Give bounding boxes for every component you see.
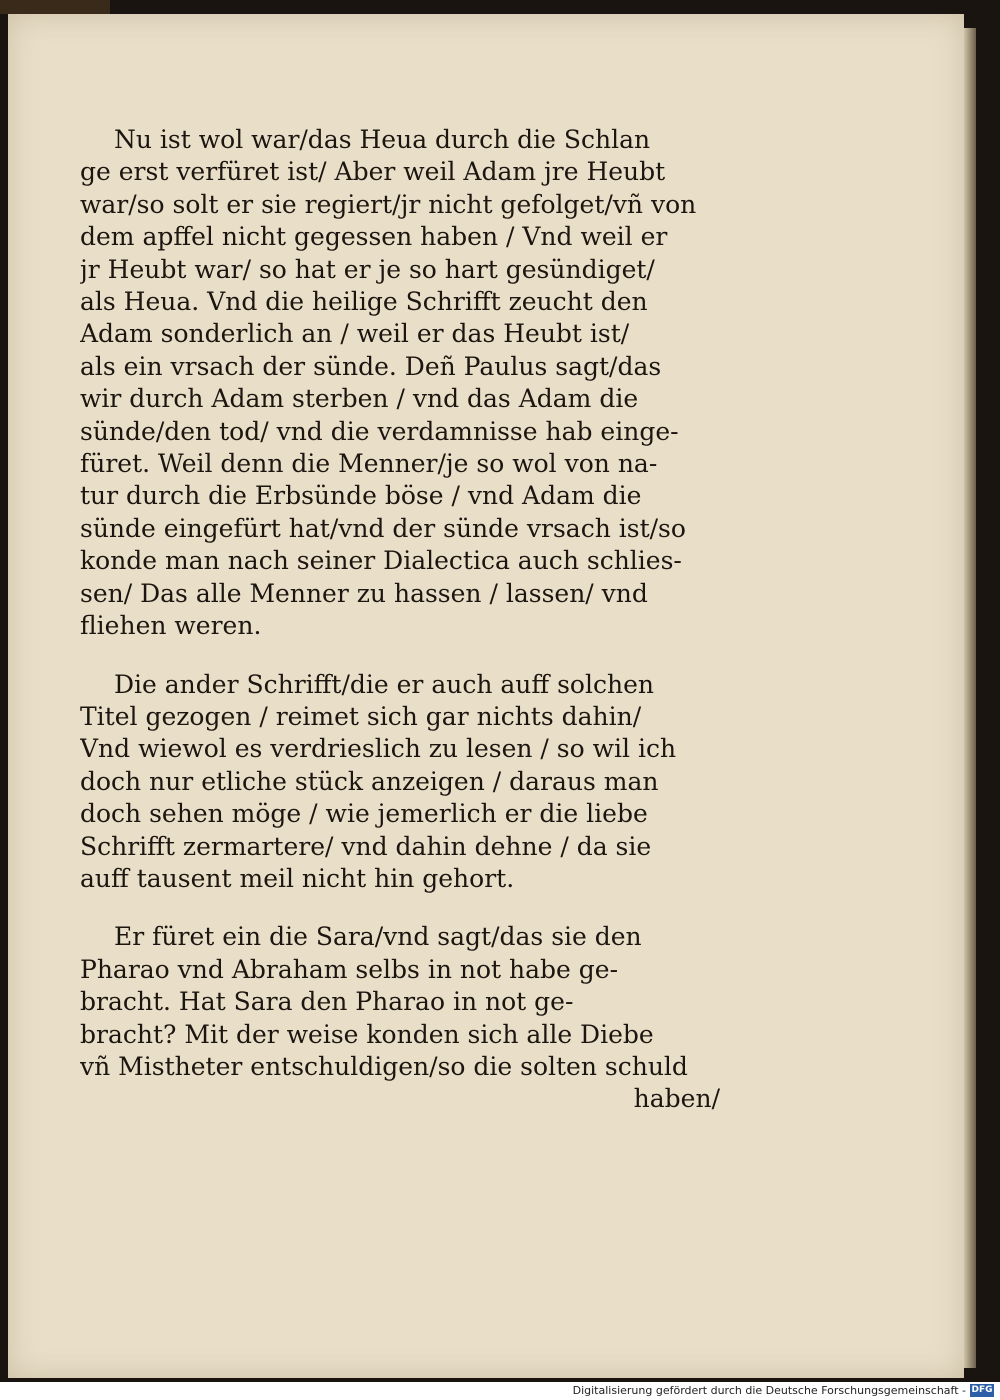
text-line: Er füret ein die Sara/vnd sagt/das sie den	[114, 922, 642, 952]
text-line: bracht. Hat Sara den Pharao in not ge-	[80, 987, 574, 1017]
text-line: fliehen weren.	[80, 611, 262, 641]
text-line: wir durch Adam sterben / vnd das Adam die	[80, 384, 639, 414]
text-line: ge erst verfüret ist/ Aber weil Adam jre Heubt	[80, 157, 666, 187]
text-line: Titel gezogen / reimet sich gar nichts dahin/	[80, 701, 642, 731]
book-corner	[0, 0, 110, 14]
page-edge	[964, 28, 976, 1368]
text-line: konde man nach seiner Dialectica auch schlies-	[80, 546, 682, 576]
text-line: als ein vrsach der sünde. Deñ Paulus sagt/das	[80, 351, 662, 381]
text-line: bracht? Mit der weise konden sich alle Diebe	[80, 1019, 654, 1049]
paragraph-gap	[80, 895, 720, 921]
text-line: doch nur etliche stück anzeigen / daraus man	[80, 766, 659, 796]
paragraph-gap	[80, 643, 720, 669]
catchword: haben/	[633, 1084, 720, 1114]
text-line: Pharao vnd Abraham selbs in not habe ge-	[80, 954, 619, 984]
text-line: auff tausent meil nicht hin gehort.	[80, 863, 515, 893]
text-line: dem apffel nicht gegessen haben / Vnd weil er	[80, 222, 668, 252]
text-line: sünde eingefürt hat/vnd der sünde vrsach ist/so	[80, 513, 686, 543]
footer	[0, 1382, 1000, 1400]
text-line: vñ Mistheter entschuldigen/so die solten schuld	[80, 1051, 688, 1081]
text-line: doch sehen möge / wie jemerlich er die liebe	[80, 799, 648, 829]
text-line: Nu ist wol war/das Heua durch die Schlan	[114, 125, 651, 154]
text-line: sünde/den tod/ vnd die verdamnisse hab einge-	[80, 416, 679, 446]
text-line: sen/ Das alle Menner zu hassen / lassen/ vnd	[80, 578, 648, 608]
text-line: füret. Weil denn die Menner/je so wol von na-	[80, 449, 658, 479]
text-line: tur durch die Erbsünde böse / vnd Adam die	[80, 481, 642, 511]
footer-credit: Digitalisierung gefördert durch die Deutsche Forschungsgemeinschaft -	[572, 1384, 966, 1397]
text-line: Vnd wiewol es verdrieslich zu lesen / so wil ich	[80, 734, 677, 764]
dfg-logo-icon: DFG	[971, 1385, 993, 1395]
text-line: Adam sonderlich an / weil er das Heubt ist/	[80, 319, 630, 349]
text-line: jr Heubt war/ so hat er je so hart gesündiget/	[80, 254, 655, 284]
text-line: war/so solt er sie regiert/jr nicht gefolget/vñ von	[80, 189, 697, 219]
text-line: Schrifft zermartere/ vnd dahin dehne / da sie	[80, 831, 652, 861]
page-text	[80, 124, 720, 1116]
text-line: als Heua. Vnd die heilige Schrifft zeucht den	[80, 287, 648, 317]
text-line: Die ander Schrifft/die er auch auff solchen	[114, 669, 654, 699]
